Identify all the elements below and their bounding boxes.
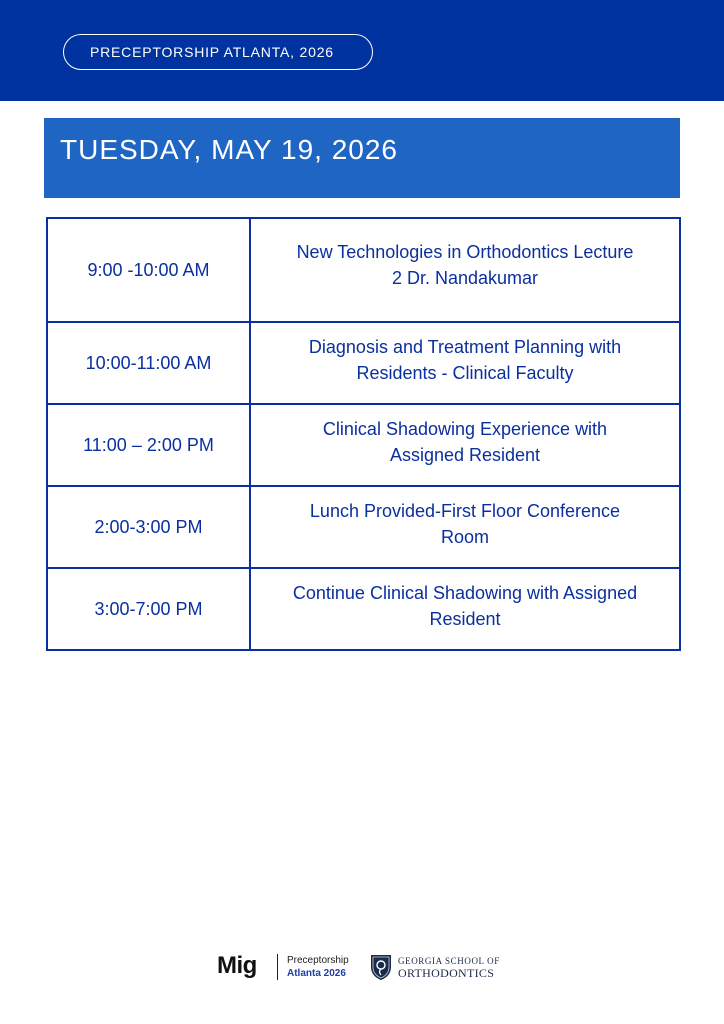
session-description [250,404,680,486]
table-row [47,404,680,486]
session-description-line: Clinical Shadowing Experience with [322,419,608,439]
session-description-line: 2 Dr. Nandakumar [391,268,539,288]
session-description [250,322,680,404]
schedule-table [46,217,681,651]
table-row [47,322,680,404]
session-description-line: Residents - Clinical Faculty [356,363,574,383]
session-time: 9:00 -10:00 AM [47,218,250,322]
footer-logos [0,948,724,988]
session-description-line: Continue Clinical Shadowing with Assigned [292,583,638,603]
day-banner [44,118,680,198]
session-description-line: Diagnosis and Treatment Planning with [308,337,622,357]
program-logo-line1: Preceptorship [287,955,349,966]
logo-divider [277,954,278,980]
table-row [47,486,680,568]
table-row [47,218,680,322]
session-time: 10:00-11:00 AM [47,322,250,404]
session-time: 3:00-7:00 PM [47,568,250,650]
table-row [47,568,680,650]
program-label-pill [63,34,373,70]
school-name-line1: GEORGIA SCHOOL OF [398,956,500,966]
session-description [250,218,680,322]
program-logo-line2: Atlanta 2026 [287,968,346,979]
session-description-line: Lunch Provided-First Floor Conference [309,501,621,521]
mig-logo: Mig [217,952,257,979]
session-description-line: Assigned Resident [389,445,541,465]
session-description-line: New Technologies in Orthodontics Lecture [296,242,634,262]
session-description-line: Room [440,527,489,547]
program-label: PRECEPTORSHIP ATLANTA, 2026 [90,44,334,60]
session-description-line: Resident [429,609,501,629]
school-name-line2: ORTHODONTICS [398,966,495,980]
school-crest-icon [370,953,392,981]
session-time: 11:00 – 2:00 PM [47,404,250,486]
day-title: TUESDAY, MAY 19, 2026 [60,134,398,165]
top-header-band [0,0,724,101]
session-description [250,568,680,650]
session-description [250,486,680,568]
session-time: 2:00-3:00 PM [47,486,250,568]
